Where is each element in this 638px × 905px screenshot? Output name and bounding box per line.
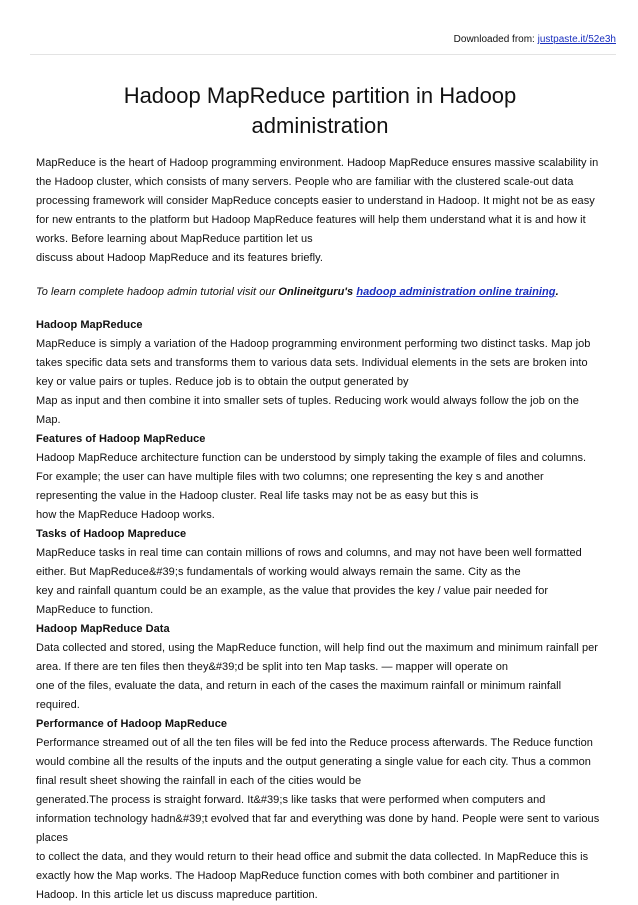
source-link[interactable]: justpaste.it/52e3h [537,34,616,45]
training-link[interactable]: hadoop administration online training [356,286,556,298]
section-heading-tasks: Tasks of Hadoop Mapreduce [36,528,187,540]
section-heading-hadoop-mapreduce: Hadoop MapReduce [36,319,143,331]
page-title: Hadoop MapReduce partition in Hadoop administration [123,83,517,138]
section-heading-features: Features of Hadoop MapReduce [36,433,206,445]
promo-line: To learn complete hadoop admin tutorial visit our Onlineitguru's hadoop administration online training. [36,286,559,298]
downloaded-label: Downloaded from: [453,34,535,45]
section-text: Performance streamed out of all the ten files will be fed into the Reduce process afterwards. The Reduce function would combine all the results of the inputs and the output generating a single value for each city. Thus a common final result sheet showing the rainfall in each of the cities would be generated.The process is straight forward. It&#39;s like tasks that were performed when computers and information technology hadn&#39;t evolved that far and everything was done by hand. People were sent to various places to collect the data, and they would return to their head office and submit the data collected. In MapReduce this is exactly how the Map works. The Hadoop MapReduce function comes with both combiner and partitioner in Hadoop. In this article let us discuss mapreduce partition. [36,737,600,901]
section-text: Hadoop MapReduce architecture function can be understood by simply taking the example of files and columns. For example; the user can have multiple files with two columns; one representing the key s and another representing the value in the Hadoop cluster. Real life tasks may not be as easy but this is how the MapReduce Hadoop works. [36,452,587,521]
promo-brand: Onlineitguru's [278,286,354,298]
intro-paragraph: MapReduce is the heart of Hadoop programming environment. Hadoop MapReduce ensures massive scalability in the Hadoop cluster, which consists of many servers. People who are familiar with the clustered scale-out data processing framework will consider MapReduce concepts easier to understand in Hadoop. It might not be as easy for new entrants to the platform but Hadoop MapReduce features will help them understand what it is and how it works. Before learning about MapReduce partition let us discuss about Hadoop MapReduce and its features briefly. [36,157,599,264]
article-body [36,154,608,905]
header-divider [30,54,616,55]
section-text: MapReduce is simply a variation of the Hadoop programming environment performing two distinct tasks. Map job takes specific data sets and transforms them to various data sets. Individual elements in the sets are broken into key or value pairs or tuples. Reduce job is to obtain the output generated by Map as input and then combine it into smaller sets of tuples. Reducing work would always follow the job on the Map. [36,338,591,426]
section-text: MapReduce tasks in real time can contain millions of rows and columns, and may not have been well formatted either. But MapReduce&#39;s fundamentals of working would always remain the same. City as the key and rainfall quantum could be an example, as the value that provides the key / value pair needed for MapReduce to function. [36,547,582,616]
download-source [454,33,616,47]
section-heading-data: Hadoop MapReduce Data [36,623,170,635]
section-text: Data collected and stored, using the MapReduce function, will help find out the maximum and minimum rainfall per area. If there are ten files then they&#39;d be split into ten Map tasks. — mapper will operate on one of the files, evaluate the data, and return in each of the cases the maximum rainfall or minimum rainfall required. [36,642,598,711]
section-heading-performance: Performance of Hadoop MapReduce [36,718,228,730]
